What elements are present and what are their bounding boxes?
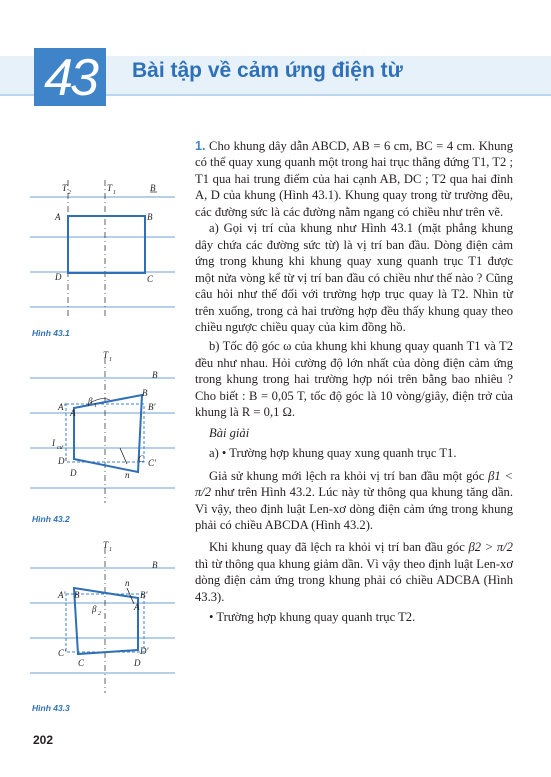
svg-text:C: C — [78, 658, 85, 668]
chapter-number: 43 — [34, 48, 106, 106]
svg-text:2: 2 — [68, 190, 71, 196]
frame-rotated — [74, 588, 138, 654]
svg-text:1: 1 — [109, 357, 112, 363]
svg-text:n: n — [125, 578, 130, 588]
svg-text:A': A' — [58, 402, 66, 412]
svg-text:D': D' — [140, 646, 149, 656]
problem-intro: 1. Cho khung dây dẫn ABCD, AB = 6 cm, BC = 4 cm. Khung có thể quay xung quanh một trong hai trục thẳng đứng T1, T2 ; T1 qua hai trung điểm của hai cạnh AB, DC ; T2 qua hai đỉnh A, D của khung (Hình 43.1). Khung quay trong từ trường đều, các đường sức là các đường nằm ngang có chiều như trên vẽ. — [195, 139, 513, 219]
svg-text:A: A — [134, 602, 140, 612]
svg-text:2: 2 — [98, 611, 101, 617]
solution-heading: Bài giải — [209, 425, 250, 440]
svg-text:1: 1 — [113, 190, 116, 196]
svg-text:B: B — [152, 560, 158, 570]
svg-text:B: B — [74, 590, 80, 600]
figure-43-2 — [30, 348, 180, 508]
svg-text:B: B — [142, 388, 148, 398]
caption-43-2: Hình 43.2 — [32, 514, 70, 524]
figure-43-3 — [30, 538, 180, 698]
t2-label: T — [62, 183, 68, 193]
main-text — [195, 138, 513, 626]
svg-text:C': C' — [58, 648, 66, 658]
field-label: B — [150, 183, 156, 193]
svg-text:T: T — [103, 540, 109, 550]
svg-text:C: C — [138, 454, 145, 464]
problem-part-b: b) Tốc độ góc ω của khung khi khung quay quanh T1 và T2 đều như nhau. Hỏi cường độ lớn nhất của dòng điện cảm ứng trong khung trong hai trường hợp nói trên bằng bao nhiêu ? Cho biết : B = 0,05 T, tốc độ góc là 10 vòng/giây, điện trở của khung là R = 0,1 Ω. — [195, 339, 513, 420]
svg-text:A: A — [70, 408, 76, 418]
svg-text:C: C — [147, 274, 154, 284]
page-number: 202 — [33, 733, 54, 747]
problem-part-a: a) Gọi vị trí của khung như Hình 43.1 (mặt phẳng khung dây chứa các đường sức từ) là vị trí ban đầu. Dòng điện cảm ứng trong khung khi khung quay xung quanh trục T1 được một nửa vòng kể từ vị trí ban đầu có chiều như thế nào ? Cũng câu hỏi như thế đối với trường hợp trục quay là T2. Nhìn từ trên xuống, trong cả hai trường hợp đều thấy khung quay theo chiều ngược chiều quay của kim đồng hồ. — [195, 221, 513, 334]
figure-43-1 — [30, 172, 180, 322]
frame-rotated — [74, 395, 142, 472]
svg-text:β: β — [88, 396, 93, 406]
svg-text:T: T — [103, 350, 109, 360]
svg-text:B: B — [152, 370, 158, 380]
solution-case-2: • Trường hợp khung quay quanh trục T2. — [209, 610, 416, 625]
chapter-title: Bài tập về cảm ứng điện từ — [132, 59, 403, 82]
svg-text:C': C' — [148, 458, 156, 468]
caption-43-3: Hình 43.3 — [32, 703, 70, 713]
svg-text:B': B' — [140, 590, 148, 600]
svg-text:D: D — [134, 658, 141, 668]
solution-case-1: a) • Trường hợp khung quay xung quanh trục T1. — [209, 446, 457, 461]
caption-43-1: Hình 43.1 — [32, 328, 70, 338]
svg-text:n: n — [125, 470, 130, 480]
solution-para-1: Giả sử khung mới lệch ra khỏi vị trí ban đầu một góc β1 < π/2 như trên Hình 43.2. Lúc này từ thông qua khung tăng dần. Vì vậy, theo định luật Len-xơ dòng điện cảm ứng trong khung phải có chiều ABCDA (Hình 43.2). — [195, 468, 513, 532]
svg-text:β: β — [92, 604, 97, 614]
svg-text:D': D' — [58, 456, 67, 466]
svg-text:cư: cư — [57, 445, 63, 451]
problem-number: 1. — [195, 139, 206, 153]
solution-para-2: Khi khung quay đã lệch ra khỏi vị trí ban đầu góc β2 > π/2 thì từ thông qua khung giảm dần. Vì vậy theo định luật Len-xơ dòng điện cảm ứng trong khung phải có chiều ADCBA (Hình 43.3). — [195, 540, 513, 604]
svg-text:B': B' — [148, 402, 156, 412]
svg-text:D: D — [55, 272, 62, 282]
svg-text:A: A — [55, 212, 61, 222]
svg-text:A': A' — [58, 590, 66, 600]
t1-label: T — [107, 183, 113, 193]
frame-abcd — [68, 216, 145, 273]
svg-text:I: I — [52, 438, 55, 448]
svg-text:1: 1 — [109, 547, 112, 553]
svg-text:D: D — [70, 468, 77, 478]
svg-text:1: 1 — [94, 403, 97, 409]
svg-text:B: B — [147, 212, 153, 222]
